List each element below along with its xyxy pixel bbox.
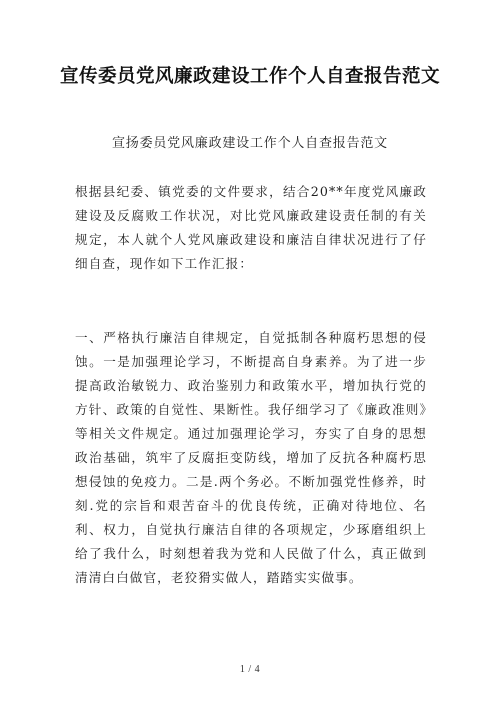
page-number: 1 / 4 xyxy=(239,664,261,675)
paragraph-intro: 根据县纪委、镇党委的文件要求，结合20**年度党风廉政建设及反腐败工作状况，对比党风廉政建设责任制的有关规定，本人就个人党风廉政建设和廉洁自律状况进行了仔细自查，现作如下工作汇报： xyxy=(75,184,427,271)
document-title: 宣传委员党风廉政建设工作个人自查报告范文 xyxy=(60,66,441,87)
paragraph-section-one: 一、严格执行廉洁自律规定，自觉抵制各种腐朽思想的侵蚀。一是加强理论学习，不断提高自身素养。为了进一步提高政治敏锐力、政治鉴别力和政策水平，增加执行党的方针、政策的自觉性、果断性。我仔细学习了《廉政准则》等相关文件规定。通过加强理论学习，夯实了自身的思想政治基础，筑牢了反腐拒变防线，增加了反抗各种腐朽思想侵蚀的免疫力。二是.两个务必。不断加强党性修养，时刻.党的宗旨和艰苦奋斗的优良传统，正确对待地位、名利、权力，自觉执行廉洁自律的各项规定，少琢磨组织上给了我什么，时刻想着我为党和人民做了什么，真正做到清清白白做官，老狡猾实做人，踏踏实实做事。 xyxy=(75,330,427,585)
document-subtitle: 宣扬委员党风廉政建设工作个人自查报告范文 xyxy=(111,136,388,151)
